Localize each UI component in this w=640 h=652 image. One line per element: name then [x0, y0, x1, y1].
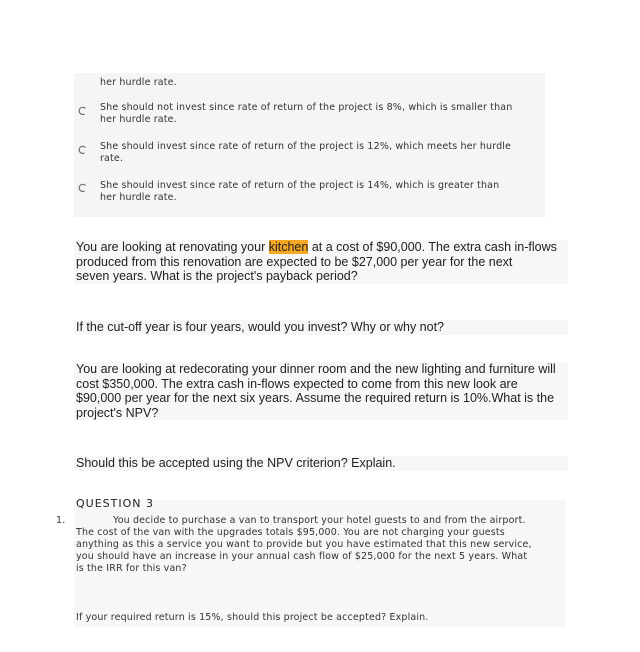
dinner-line-4: project's NPV? — [76, 405, 159, 420]
radio-button-option-1[interactable] — [78, 106, 87, 115]
option-3-line-1: She should invest since rate of return of the project is 14%, which is greater than — [100, 180, 500, 191]
option-2-text — [100, 141, 540, 165]
option-fragment-text: her hurdle rate. — [100, 77, 177, 88]
dinner-line-2: cost $350,000. The extra cash in-flows expected to come from this new look are — [76, 376, 518, 391]
npv-criterion-question: Should this be accepted using the NPV criterion? Explain. — [74, 456, 568, 471]
radio-circle-icon — [78, 145, 87, 154]
option-2-line-1: She should invest since rate of return of the project is 12%, which meets her hurdle — [100, 141, 512, 152]
list-number: 1. — [56, 515, 66, 526]
q3-line-4: you should have an increase in your annual cash flow of $25,000 for the next 5 years. What — [76, 551, 528, 562]
search-highlight: kitchen — [268, 240, 309, 254]
dinner-line-1: You are looking at redecorating your dinner room and the new lighting and furniture will — [76, 362, 556, 376]
kitchen-question — [74, 240, 568, 284]
radio-circle-icon — [78, 183, 87, 192]
q3-line-5: is the IRR for this van? — [76, 563, 187, 574]
radio-button-option-2[interactable] — [78, 145, 87, 154]
kitchen-line-2: produced from this renovation are expected to be $27,000 per year for the next — [76, 254, 513, 269]
dinner-room-question — [74, 362, 568, 420]
option-3-line-2: her hurdle rate. — [100, 192, 177, 203]
option-2-line-2: rate. — [100, 153, 124, 164]
question-3-title: QUESTION 3 — [76, 497, 154, 510]
radio-button-option-3[interactable] — [78, 183, 87, 192]
kitchen-line-1 — [76, 240, 568, 255]
q3-followup-question: If your required return is 15%, should this project be accepted? Explain. — [76, 612, 429, 623]
question-3-body — [76, 515, 568, 575]
kitchen-line-3: seven years. What is the project's payback period? — [76, 269, 358, 283]
dinner-line-3: $90,000 per year for the next six years. Assume the required return is 10%.What is the — [76, 391, 555, 405]
option-3-text — [100, 180, 540, 204]
q3-line-1: You decide to purchase a van to transport your hotel guests to and from the airport. — [113, 515, 526, 526]
q3-line-3: anything as this a service you want to provide but you have estimated that this new service, — [76, 539, 532, 550]
kitchen-text-before: You are looking at renovating your — [76, 240, 269, 254]
q3-line-2: The cost of the van with the upgrades totals $95,000. You are not charging your guests — [76, 527, 505, 538]
kitchen-text-after: at a cost of $90,000. The extra cash in-flows — [308, 240, 557, 254]
option-1-line-1: She should not invest since rate of return of the project is 8%, which is smaller than — [100, 102, 513, 113]
radio-circle-icon — [78, 106, 87, 115]
cutoff-question: If the cut-off year is four years, would you invest? Why or why not? — [74, 320, 568, 335]
option-1-line-2: her hurdle rate. — [100, 114, 177, 125]
option-1-text — [100, 102, 540, 126]
